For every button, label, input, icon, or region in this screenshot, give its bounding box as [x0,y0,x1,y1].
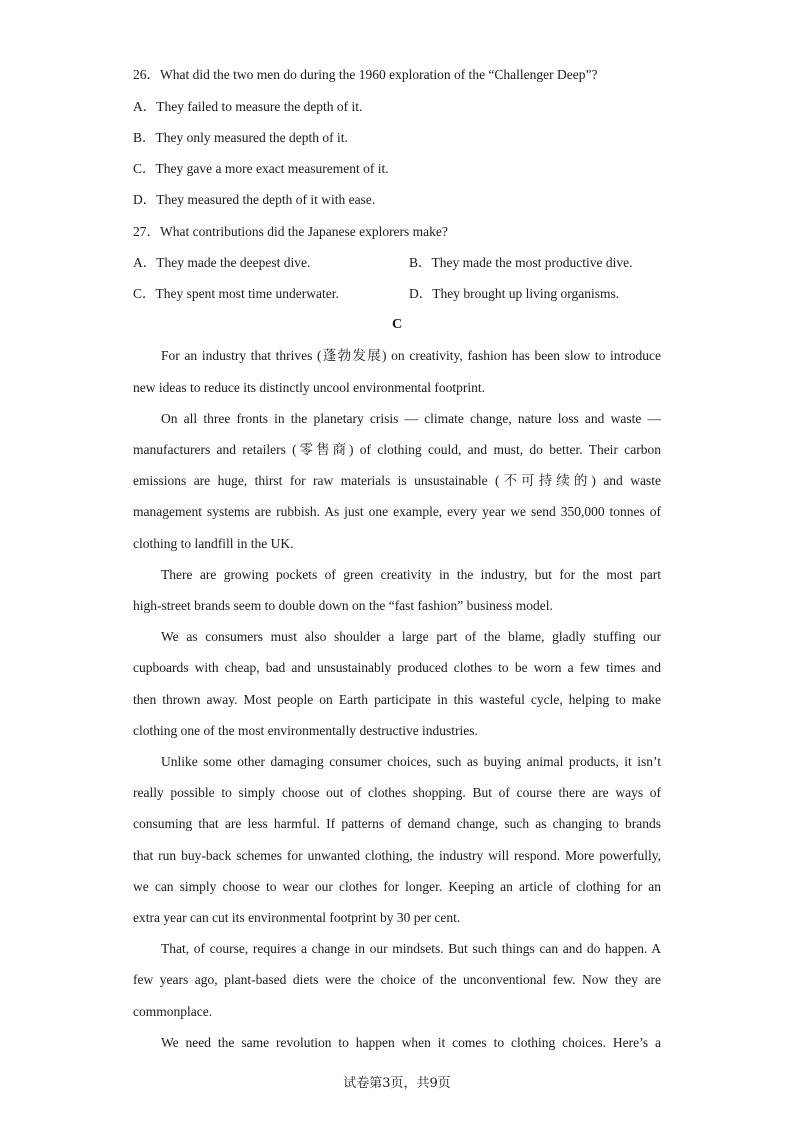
passage-line: emissions are huge, thirst for raw materials is unsustainable (不可持续的) and waste [133,473,661,488]
question-27-option-d: D．They brought up living organisms. [409,286,620,301]
passage-line: There are growing pockets of green creativity in the industry, but for the most part [161,567,661,582]
question-26-option-c: C．They gave a more exact measurement of it. [133,161,389,176]
passage-line: We as consumers must also shoulder a large part of the blame, gladly stuffing our [161,629,661,644]
passage-line: Unlike some other damaging consumer choices, such as buying animal products, it isn’t [161,754,661,769]
question-26-option-d: D．They measured the depth of it with ease. [133,192,376,207]
question-26-option-a: A．They failed to measure the depth of it. [133,99,363,114]
question-27-option-b: B．They made the most productive dive. [409,255,633,270]
passage-line: high-street brands seem to double down on the “fast fashion” business model. [133,598,553,613]
passage-line: we can simply choose to wear our clothes for longer. Keeping an article of clothing for an [133,879,661,894]
passage-line: commonplace. [133,1004,213,1019]
passage-line: cupboards with cheap, bad and unsustainably produced clothes to be worn a few times and [133,660,661,675]
passage-line: clothing one of the most environmentally destructive industries. [133,723,478,738]
passage-line: management systems are rubbish. As just one example, every year we send 350,000 tonnes of [133,504,661,519]
passage-line: We need the same revolution to happen when it comes to clothing choices. Here’s a [161,1035,661,1050]
passage-line: manufacturers and retailers (零售商) of clothing could, and must, do better. Their carbon [133,442,661,457]
passage-line: That, of course, requires a change in our mindsets. But such things can and do happen. A [161,941,661,956]
passage-line: On all three fronts in the planetary crisis — climate change, nature loss and waste — [161,411,661,426]
question-27-option-a: A．They made the deepest dive. [133,255,311,270]
passage-line: really possible to simply choose out of clothes shopping. But of course there are ways of [133,785,661,800]
question-27-stem: 27．What contributions did the Japanese explorers make? [133,224,448,239]
passage-line: few years ago, plant-based diets were the choice of the unconventional few. Now they are [133,972,661,987]
passage-line: new ideas to reduce its distinctly uncool environmental footprint. [133,380,486,395]
passage-line: extra year can cut its environmental footprint by 30 per cent. [133,910,461,925]
question-27-option-c: C．They spent most time underwater. [133,286,339,301]
passage-line: For an industry that thrives (蓬勃发展) on creativity, fashion has been slow to introduce [161,348,661,363]
page-footer: 试卷第3页，共9页 [343,1076,451,1091]
section-heading: C [391,317,403,332]
passage-line: that run buy-back schemes for unwanted clothing, the industry will respond. More powerfully, [133,848,661,863]
passage-line: consuming that are less harmful. If patterns of demand change, such as changing to brands [133,816,661,831]
question-26-stem: 26．What did the two men do during the 1960 exploration of the “Challenger Deep”? [133,67,598,82]
passage-line: then thrown away. Most people on Earth participate in this wasteful cycle, helping to make [133,692,661,707]
question-26-option-b: B．They only measured the depth of it. [133,130,348,145]
passage-line: clothing to landfill in the UK. [133,536,294,551]
